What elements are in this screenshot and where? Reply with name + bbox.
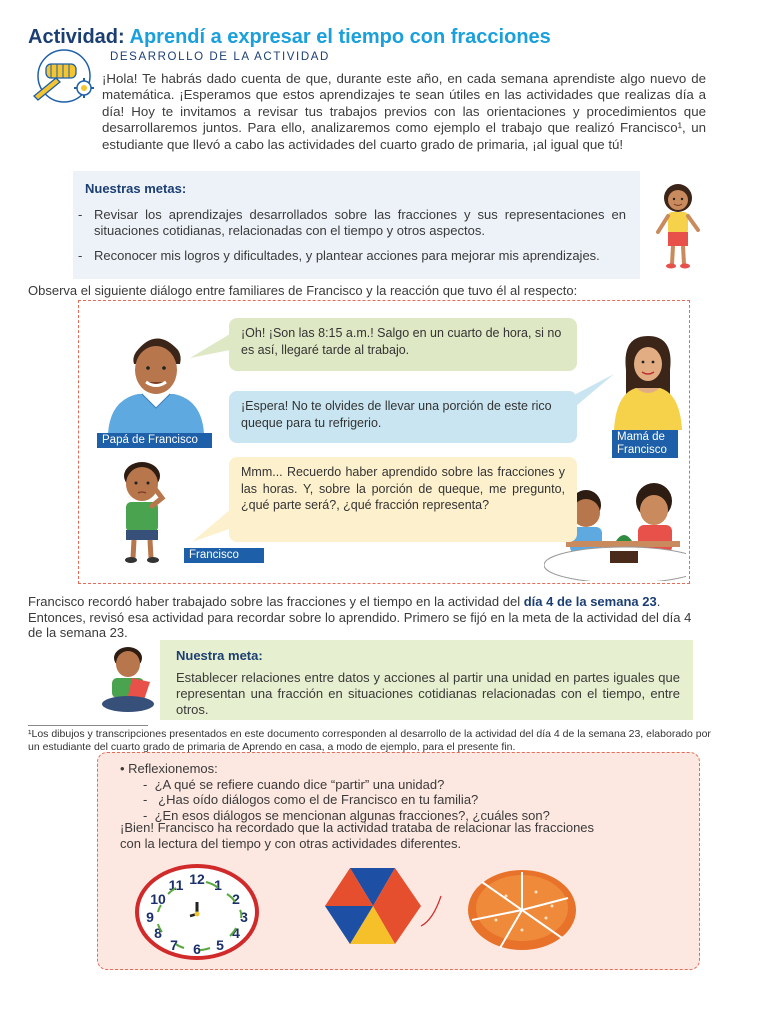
question-text: ¿En esos diálogos se mencionan algunas fracciones?, ¿cuáles son? bbox=[154, 807, 550, 823]
closing-line: ¡Bien! Francisco ha recordado que la actividad trataba de relacionar las fracciones bbox=[120, 820, 595, 835]
clock-number: 2 bbox=[232, 891, 240, 907]
dad-speech-bubble: ¡Oh! ¡Son las 8:15 a.m.! Salgo en un cuarto de hora, si no es así, llegaré tarde al trabajo. bbox=[229, 318, 577, 371]
clock-number: 10 bbox=[150, 891, 166, 907]
dad-name-tag: Papá de Francisco bbox=[97, 433, 212, 448]
goal-item bbox=[78, 248, 626, 264]
reflection-content bbox=[120, 761, 690, 823]
reflection-question: - ¿A qué se refiere cuando dice “partir” una unidad? bbox=[143, 776, 445, 792]
intro-paragraph: ¡Hola! Te habrás dado cuenta de que, durante este año, en cada semana aprendiste algo nuevo de matemática. ¡Esperamos que estos aprendizajes te sean útiles en las actividades que realizas día a día! Hoy te invitamos a revisar tus trabajos previos con las orientaciones y procedimientos que desarrollaremos juntos. Para ello, analizaremos como ejemplo el trabajo que realizó Francisco¹, un estudiante que llevó a cabo las actividades del cuarto grado de primaria, ¡al igual que tú! bbox=[102, 71, 706, 152]
question-text: ¿A qué se refiere cuando dice “partir” una unidad? bbox=[154, 776, 445, 792]
dash-icon: - bbox=[78, 248, 83, 263]
observe-instruction: Observa el siguiente diálogo entre familiares de Francisco y la reacción que tuvo él al respecto: bbox=[28, 283, 578, 298]
reflection-closing bbox=[120, 820, 690, 851]
clock-number: 3 bbox=[240, 909, 248, 925]
recall-text: . Entonces, revisó esa actividad para recordar sobre lo aprendido. Primero se fijó en la meta de la actividad del día 4 de la semana 23. bbox=[28, 594, 692, 640]
footnote-divider bbox=[28, 725, 148, 726]
question-text: ¿Has oído diálogos como el de Francisco en tu familia? bbox=[158, 792, 479, 807]
clock-number: 6 bbox=[193, 941, 201, 957]
page-title bbox=[28, 26, 551, 49]
clock-number: 7 bbox=[170, 937, 178, 953]
boy-reading-illustration bbox=[100, 644, 158, 714]
clock-number: 9 bbox=[146, 909, 154, 925]
mom-illustration bbox=[608, 330, 688, 430]
clock-number: 12 bbox=[189, 871, 205, 887]
francisco-name-tag: Francisco bbox=[184, 548, 264, 563]
activity-title: Aprendí a expresar el tiempo con fracciones bbox=[129, 26, 551, 48]
francisco-illustration bbox=[108, 458, 184, 564]
clock-number: 4 bbox=[232, 925, 240, 941]
hand-pencil-gear-icon bbox=[26, 48, 100, 104]
reflection-question: - ¿Has oído diálogos como el de Francisco en tu familia? bbox=[143, 792, 479, 807]
reflection-heading: Reflexionemos: bbox=[128, 761, 218, 776]
bubble-tail bbox=[192, 500, 232, 544]
francisco-thought-bubble: Mmm... Recuerdo haber aprendido sobre las fracciones y las horas. Y, sobre la porción de queque, me pregunto, ¿qué parte será?, ¿qué fracción representa? bbox=[229, 457, 577, 542]
dash-icon: - bbox=[78, 207, 83, 222]
activity-label: Actividad: bbox=[28, 26, 125, 48]
goal-text: Establecer relaciones entre datos y acciones al partir una unidad en partes iguales que representan una fracción en situaciones cotidianas relacionadas con el tiempo, entre otros. bbox=[176, 670, 680, 717]
recall-bold: día 4 de la semana 23 bbox=[523, 594, 657, 609]
bubble-tail bbox=[190, 330, 232, 360]
mom-name-tag: Mamá de Francisco bbox=[612, 430, 678, 458]
goals-title: Nuestras metas: bbox=[85, 181, 187, 196]
closing-line: con la lectura del tiempo y con otras actividades diferentes. bbox=[120, 835, 462, 851]
bullet-icon: • bbox=[120, 761, 129, 776]
clock-illustration bbox=[132, 862, 262, 962]
reflection-question: - ¿En esos diálogos se mencionan algunas fracciones?, ¿cuáles son? bbox=[143, 807, 550, 823]
girl-illustration bbox=[650, 182, 706, 270]
reflection-heading-row bbox=[120, 761, 690, 777]
bread-fraction-illustration bbox=[466, 868, 578, 952]
clock-number: 11 bbox=[168, 877, 184, 893]
footnote: ¹Los dibujos y transcripciones presentados en este documento corresponden al desarrollo de la actividad del día 4 de la semana 23, elaborado por un estudiante del cuarto grado de primaria de Aprendo en casa, a modo de ejemplo, para el presente fin. bbox=[28, 728, 711, 753]
goal-text: Revisar los aprendizajes desarrollados sobre las fracciones y sus representaciones en situaciones cotidianas, relacionadas con el tiempo y otros aspectos. bbox=[94, 207, 626, 238]
recall-paragraph bbox=[28, 594, 708, 641]
section-subtitle: DESARROLLO DE LA ACTIVIDAD bbox=[110, 51, 330, 63]
mom-speech-bubble: ¡Espera! No te olvides de llevar una porción de este rico queque para tu refrigerio. bbox=[229, 391, 577, 443]
bubble-tail bbox=[576, 374, 616, 410]
clock-number: 1 bbox=[214, 877, 222, 893]
recall-text: Francisco recordó haber trabajado sobre las fracciones y el tiempo en la actividad del bbox=[28, 594, 524, 609]
goal-title: Nuestra meta: bbox=[176, 648, 263, 663]
hexagon-fraction-illustration bbox=[298, 866, 448, 950]
goal-item bbox=[78, 207, 626, 238]
clock-number: 8 bbox=[154, 925, 162, 941]
clock-number: 5 bbox=[216, 937, 224, 953]
goal-text: Reconocer mis logros y dificultades, y plantear acciones para mejorar mis aprendizajes. bbox=[94, 248, 600, 263]
